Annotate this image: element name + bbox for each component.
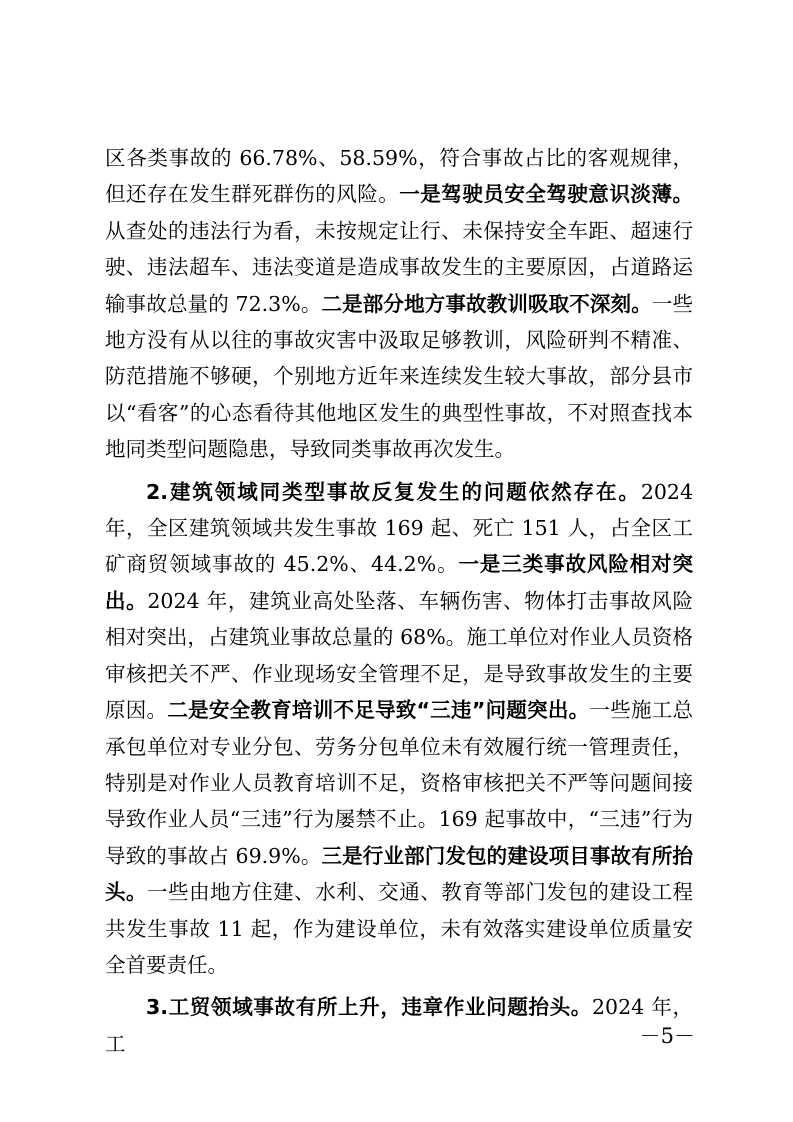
text-run: 区各类事故的 66.78%、58.59%，符合事故占比的客观规律，但还存在发生群死群伤的风险。 bbox=[105, 146, 693, 207]
text-run: 从查处的违法行为看，未按规定让行、未保持安全车距、超速行驶、违法超车、违法变道是造成事故发生的主要原因，占道路运输事故总量的 72.3%。 bbox=[105, 218, 693, 316]
bold-heading-run: 二是部分地方事故教训吸取不深刻。 bbox=[321, 291, 652, 316]
paragraph bbox=[105, 140, 693, 468]
text-run: 2024 年，建筑业高处坠落、车辆伤害、物体打击事故风险相对突出，占建筑业事故总量的 68%。施工单位对作业人员资格审核把关不严、作业现场安全管理不足，是导致事故发生的主要原因。 bbox=[105, 588, 694, 723]
page-number: －5－ bbox=[639, 1024, 695, 1048]
body-text bbox=[105, 140, 693, 1062]
text-run: 一些地方没有从以往的事故灾害中汲取足够教训，风险研判不精准、防范措施不够硬，个别地方近年来连续发生较大事故，部分县市以“看客”的心态看待其他地区发生的典型性事故，不对照查找本地同类型问题隐患，导致同类事故再次发生。 bbox=[105, 291, 694, 462]
text-run: 一些由地方住建、水利、交通、教育等部门发包的建设工程共发生事故 11 起，作为建设单位，未有效落实建设单位质量安全首要责任。 bbox=[105, 880, 694, 977]
section-heading: 2.建筑领域同类型事故反复发生的问题依然存在。 bbox=[146, 479, 641, 504]
text-run: 2024 年，工 bbox=[105, 995, 693, 1056]
paragraph bbox=[105, 474, 693, 984]
bold-heading-run: 二是安全教育培训不足导致“三违”问题突出。 bbox=[167, 698, 590, 723]
bold-heading-run: 三是行业部门发包的建设项目事故有所抬头。 bbox=[105, 843, 694, 905]
bold-heading-run: 一是三类事故风险相对突出。 bbox=[105, 552, 693, 613]
paragraph bbox=[105, 989, 693, 1062]
section-heading: 3.工贸领域事故有所上升，违章作业问题抬头。 bbox=[146, 995, 592, 1020]
bold-heading-run: 一是驾驶员安全驾驶意识淡薄。 bbox=[399, 182, 694, 207]
text-run: 2024 年，全区建筑领域共发生事故 169 起、死亡 151 人，占全区工矿商贸领域事故的 45.2%、44.2%。 bbox=[105, 479, 693, 577]
text-run: 一些施工总承包单位对专业分包、劳务分包单位未有效履行统一管理责任，特别是对作业人员教育培训不足，资格审核把关不严等问题间接导致作业人员“三违”行为屡禁不止。169 起事故中，“三违”行为导致的事故占 69.9%。 bbox=[105, 698, 693, 868]
